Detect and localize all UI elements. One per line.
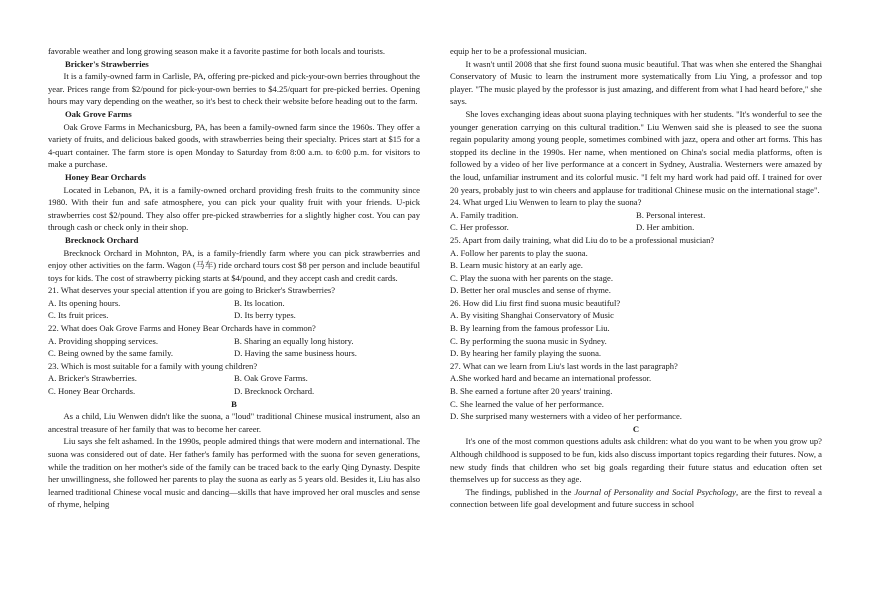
passage-b-tail: equip her to be a professional musician. xyxy=(450,46,587,56)
options-row xyxy=(48,335,420,348)
section-c-title: C xyxy=(632,423,640,434)
option: D. Its berry types. xyxy=(234,310,296,321)
option: D. She surprised many westerners with a video of her performance. xyxy=(450,411,682,422)
left-column xyxy=(48,45,420,511)
intro-tail: favorable weather and long growing season make it a favorite pastime for both locals and tourists. xyxy=(48,46,385,56)
option: A. Providing shopping services. xyxy=(48,335,159,346)
place-heading: Oak Grove Farms xyxy=(65,108,132,119)
passage-c-text: The findings, published in the xyxy=(465,486,575,497)
question-24: 24. What urged Liu Wenwen to learn to play the suona? xyxy=(450,197,642,208)
option: A. Its opening hours. xyxy=(48,297,121,308)
option: D. By hearing her family playing the suona. xyxy=(450,348,602,359)
options-row xyxy=(450,209,822,222)
option: C. Its fruit prices. xyxy=(48,310,109,321)
option: B. By learning from the famous professor Liu. xyxy=(450,323,610,334)
option: A. Bricker's Strawberries. xyxy=(48,373,137,384)
option: D. Brecknock Orchard. xyxy=(234,386,315,397)
option: A. Family tradition. xyxy=(450,209,519,220)
question-23: 23. Which is most suitable for a family with young children? xyxy=(48,360,258,371)
option: D. Her ambition. xyxy=(636,222,695,233)
options-row xyxy=(48,297,420,310)
option: B. Its location. xyxy=(234,297,285,308)
place-heading: Honey Bear Orchards xyxy=(65,171,146,182)
passage-b-paragraph: As a child, Liu Wenwen didn't like the suona, a "loud" traditional Chinese musical instrument, also an ancestral treasure of her family that was to become her career. xyxy=(48,411,420,434)
option: B. Sharing an equally long history. xyxy=(234,335,354,346)
passage-c-text: , are the first to reveal a connection between life goal development and future success in school xyxy=(450,486,822,510)
place-text: Located in Lebanon, PA, it is a family-owned orchard providing fresh fruits to the community since 1980. With their fun and safe atmosphere, you can pick your quality fruit with your friends. U-pick strawberries cost $2/pound. They also offer pre-picked strawberries for a slightly higher cost. You can pay through cash or check only in their shop. xyxy=(48,184,420,233)
options-row xyxy=(48,385,420,398)
section-b-title: B xyxy=(231,398,237,409)
option: B. Oak Grove Farms. xyxy=(234,373,308,384)
passage-b-paragraph: Liu says she felt ashamed. In the 1990s, people admired things that were modern and international. The suona was considered out of date. Her father's family has performed with the suona for seven generations, while the tradition on her mother's side of the family can be traced back to the early Qing Dynasty. Despite her unwillingness, she followed her parents to play the suona as early as 5 years old. Besides it, Liu has also learned traditional Chinese vocal music and dancing—skills that have improved her oral muscles and sense of rhyme, helping xyxy=(48,436,420,510)
option: D. Better her oral muscles and sense of rhyme. xyxy=(450,285,611,296)
place-heading: Brecknock Orchard xyxy=(65,234,139,245)
option: B. Learn music history at an early age. xyxy=(450,260,583,271)
passage-b-paragraph: She loves exchanging ideas about suona playing techniques with her students. "It's wonderful to see the younger generation carrying on this cultural tradition." Liu Wenwen said she is pleased to see the suona regain popularity among young people, sometimes combined with jazz, opera and other art forms. This has stopped its decline in the 1990s. Her name, when mentioned on China's social media platforms, often is followed by a video of her live performance at a concert in Sydney, Australia. Westerners were amazed by the loud, unfamiliar instrument and its colorful music. "I felt my hard work had paid off. I trained for over 20 years, probably just to win cheers and applause for traditional Chinese music on the international stage". xyxy=(450,108,822,195)
question-21: 21. What deserves your special attention if you are going to Bricker's Strawberries? xyxy=(48,285,336,296)
option: C. Her professor. xyxy=(450,222,509,233)
place-heading: Bricker's Strawberries xyxy=(65,58,149,69)
question-25: 25. Apart from daily training, what did Liu do to be a professional musician? xyxy=(450,234,715,245)
right-column xyxy=(450,45,822,511)
option: A.She worked hard and became an international professor. xyxy=(450,373,652,384)
option: D. Having the same business hours. xyxy=(234,348,357,359)
option: C. Being owned by the same family. xyxy=(48,348,173,359)
options-row xyxy=(450,221,822,234)
options-row xyxy=(48,309,420,322)
question-27: 27. What can we learn from Liu's last words in the last paragraph? xyxy=(450,360,678,371)
option: B. Personal interest. xyxy=(636,209,706,220)
option: C. Play the suona with her parents on the stage. xyxy=(450,272,614,283)
question-26: 26. How did Liu first find suona music beautiful? xyxy=(450,297,621,308)
option: A. Follow her parents to play the suona. xyxy=(450,247,588,258)
options-row xyxy=(48,347,420,360)
passage-c-paragraph: It's one of the most common questions adults ask children: what do you want to be when you grow up? Although childhood is supposed to be fun, kids also discuss important topics regarding their futures. Now, a new study finds that children who set big goals regarding their future status and education often set themselves up for success as they age. xyxy=(450,436,822,485)
place-text: It is a family-owned farm in Carlisle, PA, offering pre-picked and pick-your-own berries throughout the year. Prices range from $2/pound for pick-your-own berries to $4.25/quart for pre-picked berries. Opening hours may vary depending on the weather, so it's best to check their website before heading out to the farm. xyxy=(48,71,420,107)
option: B. She earned a fortune after 20 years' training. xyxy=(450,386,613,397)
place-text: Oak Grove Farms in Mechanicsburg, PA, has been a family-owned farm since the 1960s. They offer a variety of fruits, and delicious baked goods, with strawberries being their specialty. Prices start at $15 for a 4-quart container. The farm store is open Monday to Saturday from 8:00 a.m. to 6:00 p.m. for visitors to make a purchase. xyxy=(48,121,420,170)
question-22: 22. What does Oak Grove Farms and Honey Bear Orchards have in common? xyxy=(48,323,316,334)
options-row xyxy=(48,372,420,385)
option: A. By visiting Shanghai Conservatory of Music xyxy=(450,310,614,321)
place-text: Brecknock Orchard in Mohnton, PA, is a family-friendly farm where you can pick strawberries and enjoy other activities on the farm. Wagon (马车) ride orchard tours cost $8 per person and include beautiful toys for kids. The cost of strawberry picking starts at $4/pound, and they accept cash and credit cards. xyxy=(48,247,420,283)
passage-b-paragraph: It wasn't until 2008 that she first found suona music beautiful. That was when she entered the Shanghai Conservatory of Music to learn the instrument more systematically from Liu Ying, a professor and top player. "The music played by the professor is just amazing, and different from what I had heard before," she says. xyxy=(450,58,822,107)
option: C. She learned the value of her performance. xyxy=(450,398,604,409)
journal-title: Journal of Personality and Social Psychology xyxy=(574,486,736,497)
option: C. By performing the suona music in Sydney. xyxy=(450,335,607,346)
option: C. Honey Bear Orchards. xyxy=(48,386,136,397)
passage-c-paragraph xyxy=(450,486,822,511)
